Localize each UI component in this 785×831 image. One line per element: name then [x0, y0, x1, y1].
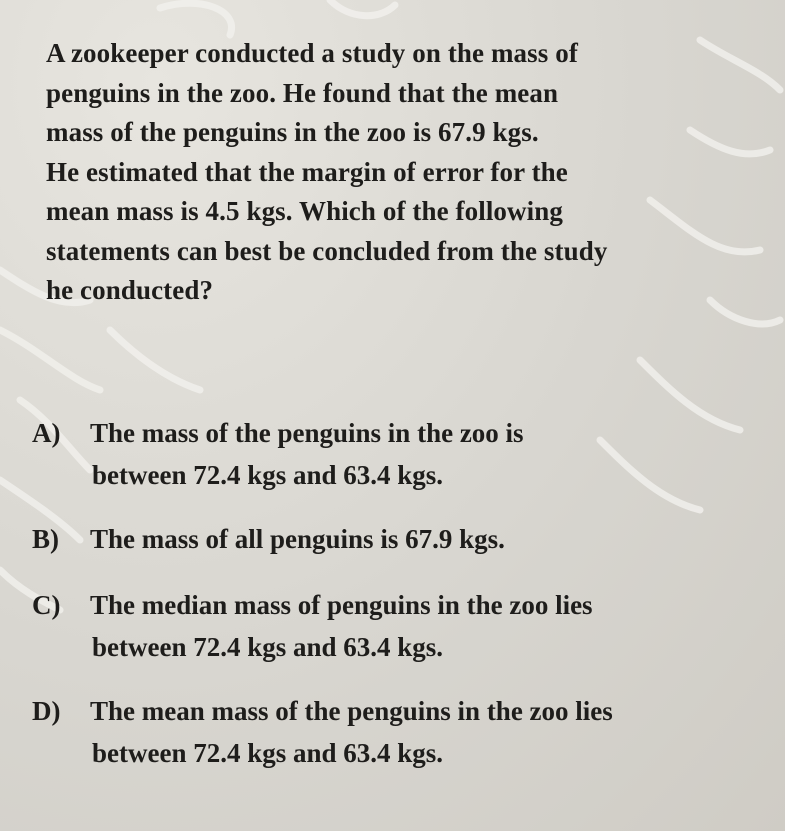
option-line: between 72.4 kgs and 63.4 kgs.: [92, 460, 444, 490]
question-line: penguins in the zoo. He found that the mean: [46, 77, 559, 108]
question-line: mass of the penguins in the zoo is 67.9 kgs.: [46, 117, 539, 147]
option-line: The median mass of penguins in the zoo lies: [90, 590, 593, 620]
option-text: [90, 584, 762, 668]
option-line: between 72.4 kgs and 63.4 kgs.: [92, 738, 444, 768]
option-line: The mean mass of the penguins in the zoo lies: [90, 696, 613, 726]
watermark-stroke: [330, 0, 395, 16]
question-line: mean mass is 4.5 kgs. Which of the following: [46, 196, 563, 226]
option-letter: A): [32, 418, 61, 448]
option-line: The mass of the penguins in the zoo is: [90, 418, 524, 448]
option-b[interactable]: [32, 518, 762, 560]
watermark-stroke: [0, 330, 100, 390]
option-text: [90, 518, 762, 560]
option-letter: C): [32, 590, 61, 620]
option-line: The mass of all penguins is 67.9 kgs.: [90, 524, 505, 554]
option-line: between 72.4 kgs and 63.4 kgs.: [92, 632, 444, 662]
option-a[interactable]: [32, 412, 762, 496]
option-text: [90, 690, 762, 774]
question-line: He estimated that the margin of error for the: [46, 156, 568, 187]
option-d[interactable]: [32, 690, 762, 774]
option-letter: B): [32, 524, 59, 554]
question-line: he conducted?: [46, 275, 214, 305]
question-line: statements can best be concluded from the study: [46, 235, 608, 266]
question-line: A zookeeper conducted a study on the mass of: [46, 38, 578, 68]
option-text: [90, 412, 762, 496]
answer-options: [32, 412, 762, 802]
option-letter: D): [32, 696, 61, 726]
option-c[interactable]: [32, 584, 762, 668]
watermark-stroke: [110, 330, 200, 390]
watermark-stroke: [160, 3, 232, 35]
question-text: [46, 34, 736, 311]
